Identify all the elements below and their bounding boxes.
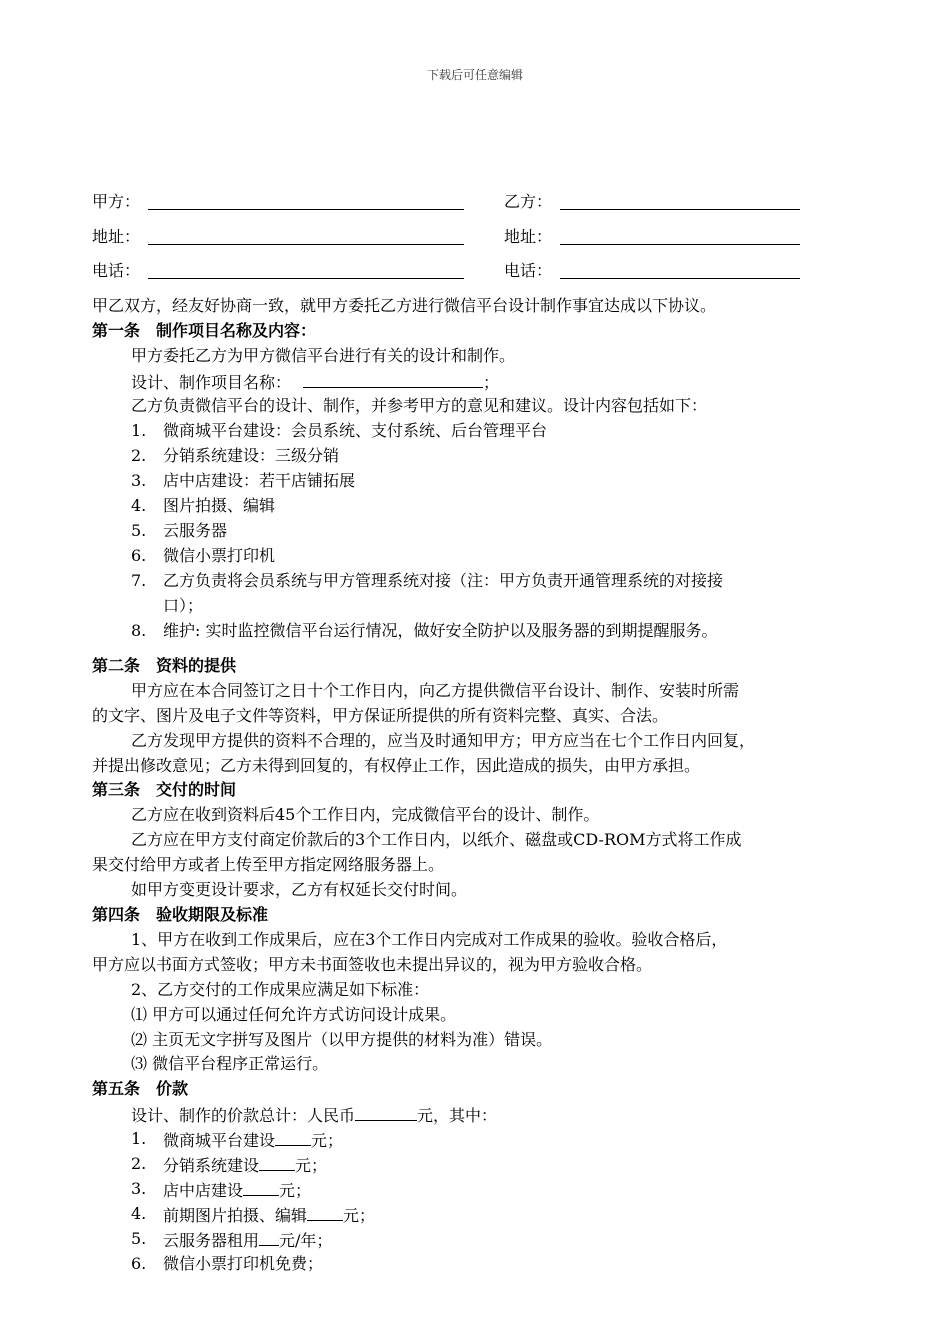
a1-item-5-text: 云服务器 [163, 521, 228, 540]
a1-item-1-text: 微商城平台建设：会员系统、支付系统、后台管理平台 [163, 421, 548, 440]
a5-item-5-blank [259, 1229, 279, 1246]
article-2-p2-line2: 并提出修改意见；乙方未得到回复的，有权停止工作，因此造成的损失，由甲方承担。 [92, 756, 701, 775]
a5-item-1-blank [275, 1129, 311, 1146]
a5-item-3-num: 3. [131, 1179, 147, 1198]
a1-item-1-num: 1. [131, 421, 147, 440]
a5-item-4-blank [307, 1204, 343, 1221]
a1-item-5-num: 5. [131, 521, 147, 540]
a1-item-2-num: 2. [131, 446, 147, 465]
a1-item-8-num: 8. [131, 621, 147, 640]
a5-item-2-row [163, 1154, 327, 1176]
a1-item-4-num: 4. [131, 496, 147, 515]
a5-item-1-row [163, 1129, 343, 1151]
a1-item-4-text: 图片拍摄、编辑 [163, 496, 276, 515]
a1-item-6-num: 6. [131, 546, 147, 565]
article-3-p2-line2: 果交付给甲方或者上传至甲方指定网络服务器上。 [92, 855, 445, 874]
a5-item-3-row [163, 1179, 311, 1201]
a5-item-3-end: 元； [279, 1181, 312, 1200]
party-b-address-blank [560, 244, 800, 245]
article-4-heading: 第四条 验收期限及标准 [92, 905, 269, 924]
total-price-label: 设计、制作的价款总计：人民币 [131, 1106, 356, 1125]
article-5-total-row [131, 1104, 497, 1126]
a4-standard-3: ⑶ 微信平台程序正常运行。 [131, 1054, 329, 1073]
article-3-p2-line1: 乙方应在甲方支付商定价款后的3个工作日内，以纸介、磁盘或CD-ROM方式将工作成 [131, 830, 742, 849]
article-3-p3: 如甲方变更设计要求，乙方有权延长交付时间。 [131, 880, 468, 899]
a5-item-1-text: 微商城平台建设 [163, 1131, 276, 1150]
party-a-phone-blank [148, 278, 464, 279]
article-1-heading: 第一条 制作项目名称及内容： [92, 321, 317, 340]
article-1-paragraph-1: 甲方委托乙方为甲方微信平台进行有关的设计和制作。 [131, 346, 516, 365]
article-2-p1-line2: 的文字、图片及电子文件等资料，甲方保证所提供的所有资料完整、真实、合法。 [92, 706, 669, 725]
a5-item-2-blank [259, 1154, 295, 1171]
article-4-p1-line2: 甲方应以书面方式签收；甲方未书面签收也未提出异议的，视为甲方验收合格。 [92, 955, 653, 974]
a5-item-2-num: 2. [131, 1154, 147, 1173]
a5-item-4-text: 前期图片拍摄、编辑 [163, 1206, 308, 1225]
a1-item-7-text-cont: 口）； [163, 596, 204, 615]
a5-item-4-end: 元； [343, 1206, 376, 1225]
article-1-project-name-row [131, 371, 499, 393]
a5-item-4-num: 4. [131, 1204, 147, 1223]
party-b-phone-blank [560, 278, 800, 279]
party-a-phone-label: 电话： [92, 261, 141, 280]
project-name-blank [303, 371, 483, 388]
party-b-address-label: 地址： [504, 227, 553, 246]
a5-item-3-text: 店中店建设 [163, 1181, 244, 1200]
article-5-heading: 第五条 价款 [92, 1079, 189, 1098]
a1-item-7-text: 乙方负责将会员系统与甲方管理系统对接（注：甲方负责开通管理系统的对接接 [163, 571, 724, 590]
article-4-p2: 2、乙方交付的工作成果应满足如下标准： [131, 980, 430, 999]
total-price-blank [355, 1104, 417, 1121]
a1-item-7-num: 7. [131, 571, 147, 590]
article-3-heading: 第三条 交付的时间 [92, 780, 237, 799]
a1-item-3-num: 3. [131, 471, 147, 490]
a5-item-5-text: 云服务器租用 [163, 1231, 260, 1250]
a4-standard-1: ⑴ 甲方可以通过任何允许方式访问设计成果。 [131, 1005, 457, 1024]
party-b-blank [560, 209, 800, 210]
a5-item-6-num: 6. [131, 1254, 147, 1273]
party-a-address-blank [148, 244, 464, 245]
header-note: 下载后可任意编辑 [426, 68, 523, 82]
article-1-paragraph-3: 乙方负责微信平台的设计、制作，并参考甲方的意见和建议。设计内容包括如下： [131, 396, 708, 415]
article-2-p1-line1: 甲方应在本合同签订之日十个工作日内，向乙方提供微信平台设计、制作、安装时所需 [131, 681, 740, 700]
article-2-p2-line1: 乙方发现甲方提供的资料不合理的，应当及时通知甲方；甲方应当在七个工作日内回复， [131, 731, 756, 750]
a5-item-6-text: 微信小票打印机免费； [163, 1254, 324, 1273]
a5-item-2-end: 元； [295, 1156, 328, 1175]
a1-item-2-text: 分销系统建设：三级分销 [163, 446, 340, 465]
party-b-label: 乙方： [504, 192, 553, 211]
intro-paragraph: 甲乙双方，经友好协商一致，就甲方委托乙方进行微信平台设计制作事宜达成以下协议。 [92, 296, 717, 315]
party-a-address-label: 地址： [92, 227, 141, 246]
a5-item-1-num: 1. [131, 1129, 147, 1148]
party-b-phone-label: 电话： [504, 261, 553, 280]
a1-item-6-text: 微信小票打印机 [163, 546, 276, 565]
a5-item-5-row [163, 1229, 332, 1251]
a5-item-5-num: 5. [131, 1229, 147, 1248]
article-2-heading: 第二条 资料的提供 [92, 656, 237, 675]
party-a-blank [148, 209, 464, 210]
a5-item-3-blank [243, 1179, 279, 1196]
total-price-end: 元，其中： [417, 1106, 498, 1125]
article-3-p1: 乙方应在收到资料后45个工作日内，完成微信平台的设计、制作。 [131, 805, 600, 824]
a5-item-4-row [163, 1204, 375, 1226]
project-name-end: ； [483, 373, 500, 392]
a5-item-2-text: 分销系统建设 [163, 1156, 260, 1175]
a4-standard-2: ⑵ 主页无文字拼写及图片（以甲方提供的材料为准）错误。 [131, 1030, 553, 1049]
party-a-label: 甲方： [92, 192, 141, 211]
a1-item-8-text: 维护: 实时监控微信平台运行情况，做好安全防护以及服务器的到期提醒服务。 [163, 621, 718, 640]
a5-item-5-end: 元/年； [279, 1231, 333, 1250]
project-name-label: 设计、制作项目名称： [131, 373, 292, 392]
a5-item-1-end: 元； [311, 1131, 344, 1150]
article-4-p1-line1: 1、甲方在收到工作成果后，应在3个工作日内完成对工作成果的验收。验收合格后， [131, 930, 728, 949]
a1-item-3-text: 店中店建设：若干店铺拓展 [163, 471, 356, 490]
